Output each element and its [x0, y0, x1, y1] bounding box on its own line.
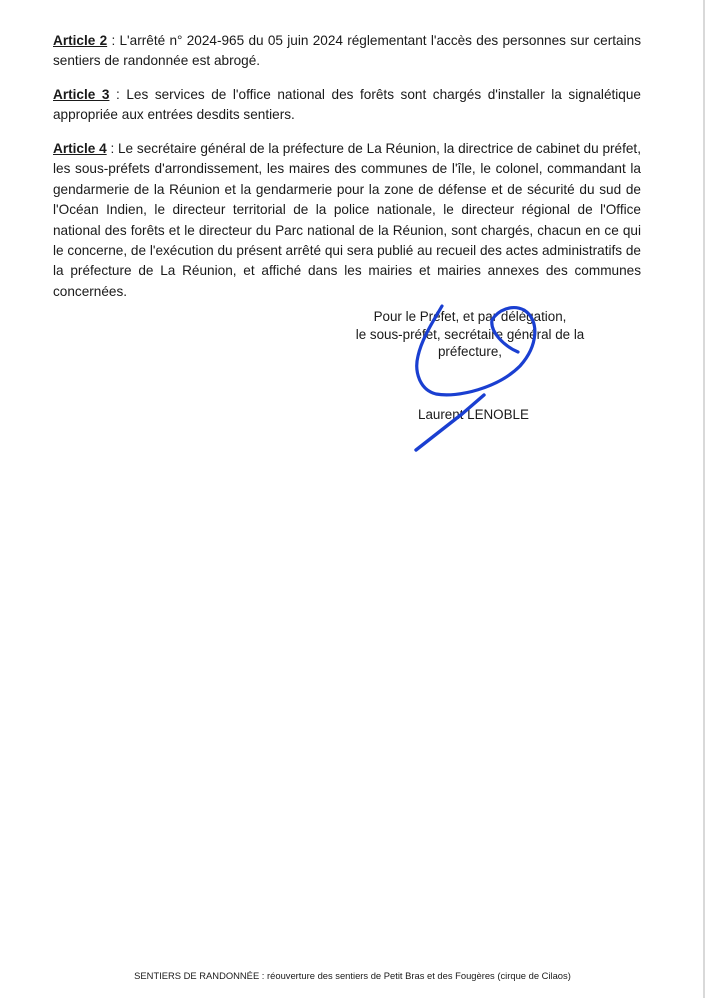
article-2-text: : L'arrêté n° 2024-965 du 05 juin 2024 réglementant l'accès des personnes sur certains sentiers de randonnée est abrogé.: [53, 33, 641, 69]
signature-tail-stroke: [416, 395, 484, 450]
article-3-text: : Les services de l'office national des forêts sont chargés d'installer la signalétique appropriée aux entrées desdits sentiers.: [53, 87, 641, 123]
signer-name: Laurent LENOBLE: [418, 407, 529, 422]
footer: [0, 970, 705, 982]
signature-title-line: le sous-préfet, secrétaire général de la: [355, 326, 585, 342]
article-3: [53, 85, 641, 126]
article-4-text: : Le secrétaire général de la préfecture de La Réunion, la directrice de cabinet du préfet, les sous-préfets d'arrondissement, les maires des communes de l'île, le colonel, commandant la gendarmerie de la Réunion et la gendarmerie pour la zone de défense et de sécurité du sud de l'Océan Indien, le directeur territorial de la police nationale, le directeur régional de l'Office national des forêts et le directeur du Parc national de la Réunion, sont chargés, chacun en ce qui le concerne, de l'exécution du présent arrêté qui sera publié au recueil des actes administratifs de la préfecture de La Réunion, et affiché dans les mairies et mairies annexes des communes concernées.: [53, 141, 641, 299]
signature-delegation-line: Pour le Préfet, et par délégation,: [373, 309, 567, 324]
footer-text: : réouverture des sentiers de Petit Bras et des Fougères (cirque de Cilaos): [259, 970, 571, 981]
footer-label: SENTIERS DE RANDONNÉE: [134, 970, 260, 981]
article-4: [53, 139, 641, 302]
signature-stroke: [417, 306, 535, 395]
signature-title-line-2: préfecture,: [437, 344, 502, 359]
article-2-label: Article 2: [53, 33, 108, 48]
article-4-label: Article 4: [53, 141, 107, 156]
article-2: [53, 31, 641, 72]
article-3-label: Article 3: [53, 87, 110, 102]
handwritten-signature: [400, 298, 550, 458]
